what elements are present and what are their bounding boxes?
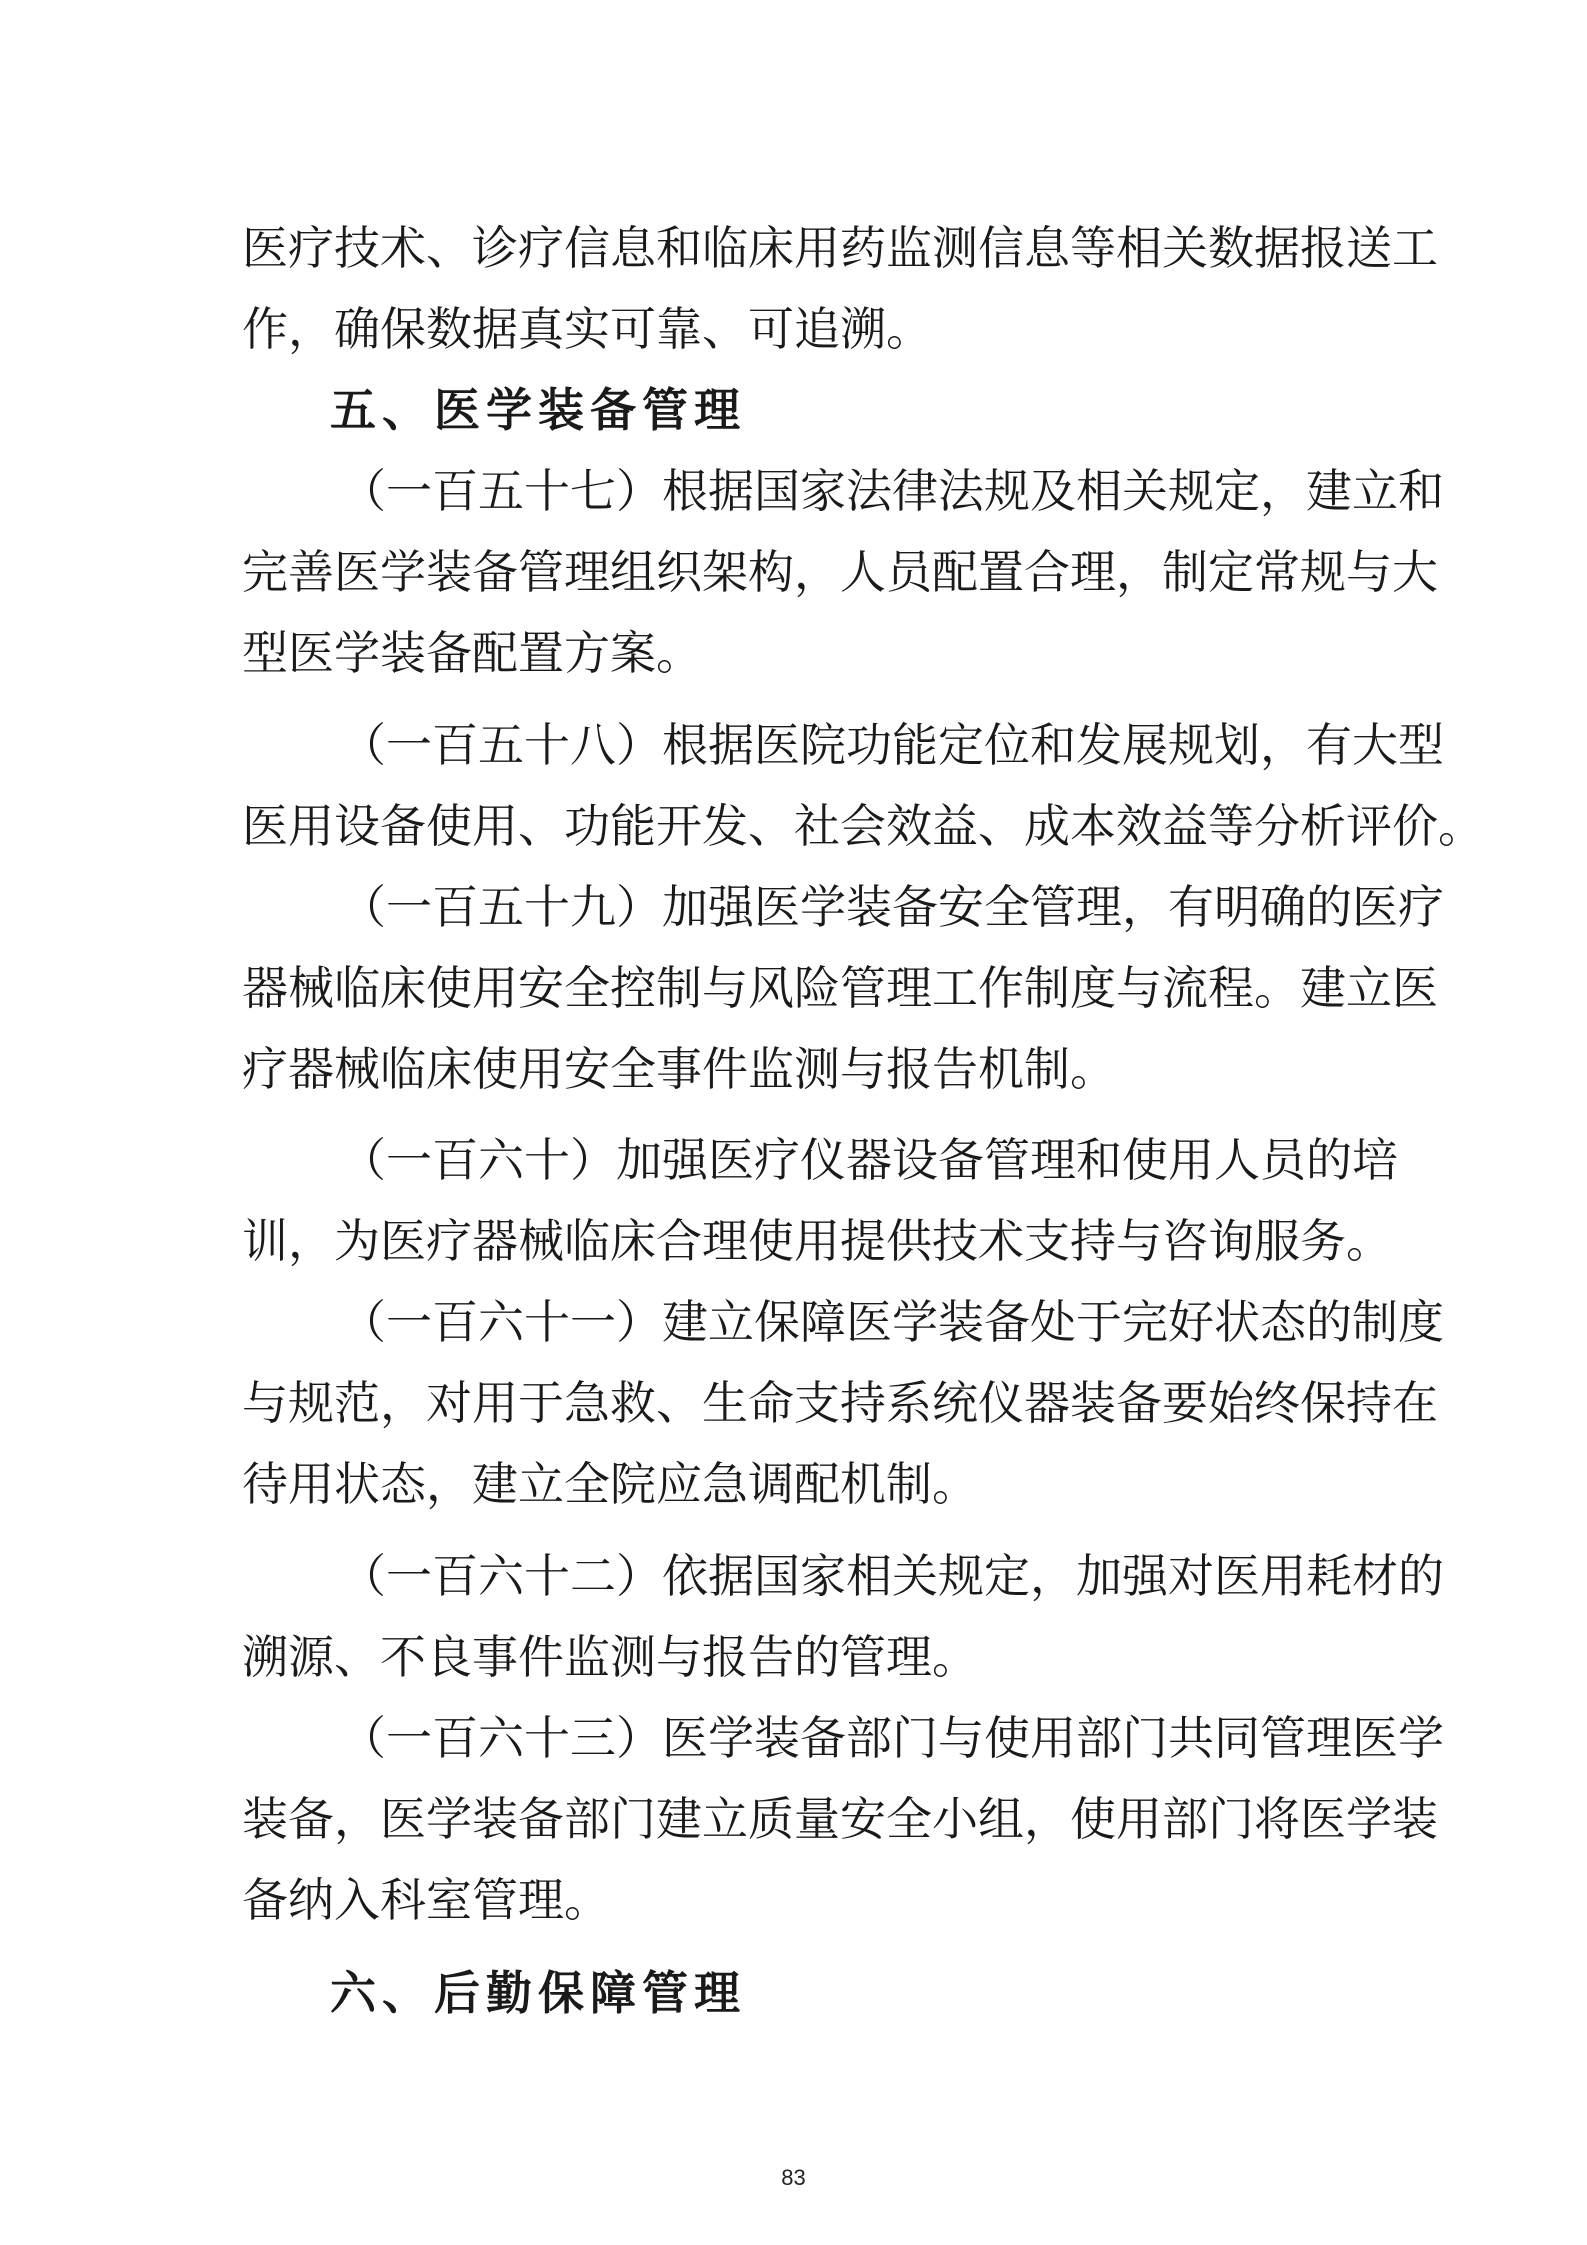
paragraph-line: （一百五十八）根据医院功能定位和发展规划，有大型 xyxy=(340,718,1444,772)
body-text-line: 医疗技术、诊疗信息和临床用药监测信息等相关数据报送工 xyxy=(242,221,1438,275)
body-text-line: 作，确保数据真实可靠、可追溯。 xyxy=(242,302,932,356)
paragraph-line: 备纳入科室管理。 xyxy=(242,1873,610,1927)
paragraph-line: 器械临床使用安全控制与风险管理工作制度与流程。建立医 xyxy=(242,961,1438,1015)
section-heading: 六、后勤保障管理 xyxy=(330,1966,746,2020)
paragraph-line: 待用状态，建立全院应急调配机制。 xyxy=(242,1457,978,1511)
paragraph-line: 装备，医学装备部门建立质量安全小组，使用部门将医学装 xyxy=(242,1792,1438,1846)
paragraph-line: 型医学装备配置方案。 xyxy=(242,626,702,680)
paragraph-line: （一百五十九）加强医学装备安全管理，有明确的医疗 xyxy=(340,880,1444,934)
page-number: 83 xyxy=(781,2165,806,2190)
section-heading: 五、医学装备管理 xyxy=(330,383,746,437)
paragraph-line: 医用设备使用、功能开发、社会效益、成本效益等分析评价。 xyxy=(242,799,1484,853)
paragraph-line: （一百六十三）医学装备部门与使用部门共同管理医学 xyxy=(340,1711,1444,1765)
paragraph-line: （一百五十七）根据国家法律法规及相关规定，建立和 xyxy=(340,464,1444,518)
paragraph-line: （一百六十）加强医疗仪器设备管理和使用人员的培 xyxy=(340,1133,1398,1187)
paragraph-line: 训，为医疗器械临床合理使用提供技术支持与咨询服务。 xyxy=(242,1214,1392,1268)
paragraph-line: 溯源、不良事件监测与报告的管理。 xyxy=(242,1630,978,1684)
paragraph-line: 疗器械临床使用安全事件监测与报告机制。 xyxy=(242,1042,1116,1096)
paragraph-line: 完善医学装备管理组织架构，人员配置合理，制定常规与大 xyxy=(242,545,1438,599)
paragraph-line: （一百六十一）建立保障医学装备处于完好状态的制度 xyxy=(340,1295,1444,1349)
paragraph-line: （一百六十二）依据国家相关规定，加强对医用耗材的 xyxy=(340,1549,1444,1603)
paragraph-line: 与规范，对用于急救、生命支持系统仪器装备要始终保持在 xyxy=(242,1376,1438,1430)
